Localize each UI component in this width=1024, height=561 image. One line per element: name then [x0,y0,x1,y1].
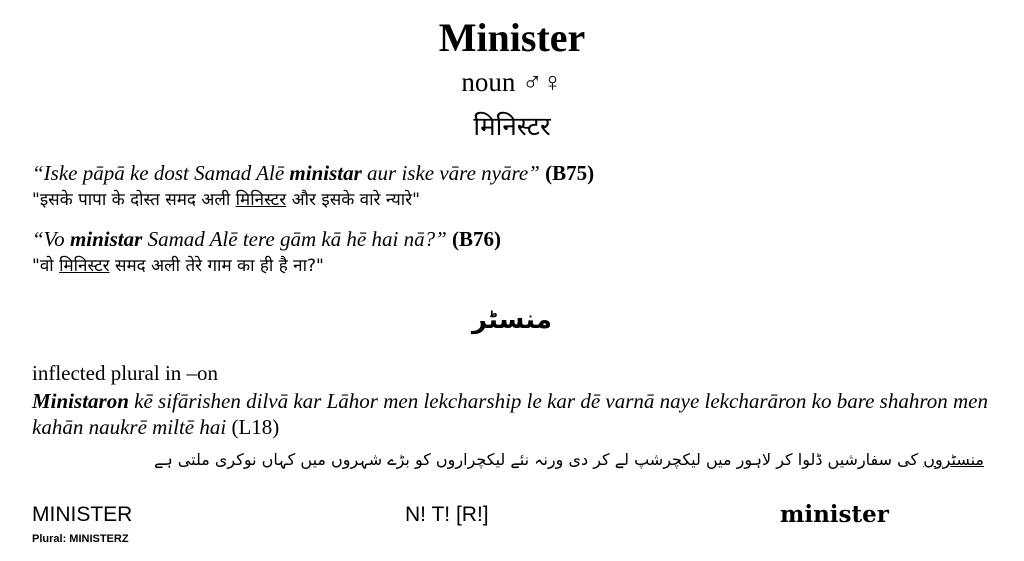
part-of-speech: noun ♂♀ [461,67,563,97]
example-2-roman-post: Samad Alē tere gām kā hē hai nā?” [142,227,447,251]
devanagari-headword: मिनिस्टर [473,112,551,142]
example-1-deva-post: और इसके वारे न्यारे" [286,190,420,210]
example-2-roman [32,226,501,252]
example-2-deva-post: समद अली तेरे गाम का ही है ना?" [109,256,324,276]
inflection-example [32,388,992,440]
inflection-example-text: kē sifārishen dilvā kar Lāhor men lekcharship le kar dē varnā naye lekcharāron ko bare shahron men kahān naukrē miltē hai [32,389,988,439]
headword: Minister [438,15,586,60]
example-1-deva-pre: "इसके पापा के दोस्त समद अली [32,190,236,210]
example-1-roman [32,160,594,186]
urdu-example-term: منسٹروں [923,450,984,469]
urdu-headword: منسٹر [472,305,552,335]
urdu-example [154,446,984,474]
example-2-roman-term: ministar [69,227,143,251]
example-2-deva-term: मिनिस्टर [59,256,110,276]
plural-code: Plural: MINISTERZ [32,533,129,545]
inflection-source: (L18) [231,415,280,439]
urdu-example-text: کی سفارشیں ڈلوا کر لاہور میں لیکچرشپ لے کر دی ورنہ نئے لیکچراروں کو بڑے شہروں میں کہاں نوکری ملتی ہے [153,450,924,469]
example-1-roman-term: ministar [289,161,362,185]
romanized-code: MINISTER [32,503,133,526]
gothic-script-code: minister [780,501,889,528]
example-2-roman-pre: “Vo [32,227,70,251]
example-1-source: (B75) [545,161,595,185]
inflection-term: Ministaron [32,389,129,413]
inflection-label: inflected plural in –on [32,361,219,385]
phonetic-code: N! T! [R!] [405,503,489,526]
example-1-deva-term: मिनिस्टर [235,190,287,210]
example-1-roman-post: aur iske vāre nyāre” [361,161,540,185]
example-1-devanagari [32,188,420,212]
example-1-roman-pre: “Iske pāpā ke dost Samad Alē [32,161,290,185]
example-2-source: (B76) [452,227,502,251]
example-2-devanagari [32,254,324,278]
example-2-deva-pre: "वो [32,256,60,276]
